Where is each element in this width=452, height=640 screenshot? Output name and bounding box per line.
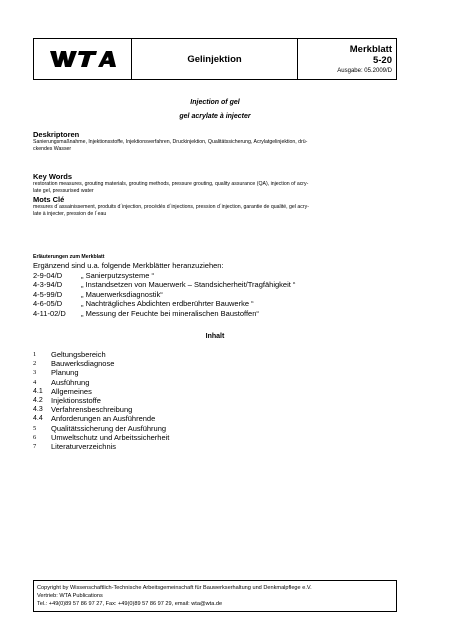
document-title: Gelinjektion — [132, 39, 298, 79]
reference-code: 2-9-04/D — [33, 270, 63, 280]
english-title: Injection of gel — [190, 99, 240, 106]
erlaeuterungen-intro: Ergänzend sind u.a. folgende Merkblätter heranzuziehen: — [33, 261, 224, 270]
erlaeuterungen-heading: Erläuterungen zum Merkblatt — [33, 254, 105, 260]
merkblatt-info — [298, 39, 396, 79]
toc-label: Injektionsstoffe — [51, 396, 101, 406]
reference-row — [33, 280, 397, 290]
toc-item — [33, 433, 397, 442]
toc-item — [33, 405, 397, 414]
distribution-text: Vertrieb: WTA Publications — [37, 593, 103, 599]
keywords-section — [33, 172, 397, 195]
toc-number: 4.3 — [33, 406, 43, 414]
deskriptoren-heading: Deskriptoren — [33, 130, 80, 139]
motscle-text-2: late à injecter, pression de l´eau — [33, 211, 107, 217]
reference-title: „ Sanierputzsysteme “ — [81, 270, 154, 280]
toc-number: 2 — [33, 360, 37, 368]
toc-label: Geltungsbereich — [51, 350, 106, 359]
deskriptoren-text-2: ckendes Wasser — [33, 146, 72, 152]
keywords-text-1: restoration measures, grouting materials, grouting methods, pressure grouting, quality assurance (QA), injection of acry- — [33, 181, 309, 187]
inhalt-heading: Inhalt — [205, 333, 225, 340]
toc-number: 6 — [33, 433, 37, 441]
reference-row — [33, 271, 397, 281]
toc-item — [33, 424, 397, 433]
keywords-text-2: late gel, pressurised water — [33, 188, 94, 194]
toc-label: Bauwerksdiagnose — [51, 359, 115, 369]
erlaeuterungen-section — [33, 254, 397, 318]
toc-item — [33, 378, 397, 387]
toc-number: 4.2 — [33, 397, 43, 405]
deskriptoren-section — [33, 130, 397, 153]
table-of-contents — [33, 350, 397, 451]
toc-label: Qualitätssicherung der Ausführung — [51, 423, 167, 433]
french-title: gel acrylate à injecter — [179, 113, 251, 120]
reference-row — [33, 299, 397, 309]
edition-label: Ausgabe: 05.2009/D — [337, 67, 392, 74]
motscle-text-1: mesures d´assainissement, produits d´injection, procédés d´injections, pression d´injection, garantie de qualité, gel acry- — [33, 204, 309, 210]
contact-text: Tel.: +49(0)89 57 86 97 27, Fax: +49(0)89 57 86 97 29, email: wta@wta.de — [37, 601, 223, 607]
merkblatt-number: 5-20 — [372, 54, 392, 66]
toc-number: 3 — [33, 369, 37, 377]
footer-box — [33, 580, 397, 612]
keywords-heading: Key Words — [33, 172, 73, 181]
motscle-heading: Mots Clé — [33, 195, 65, 204]
toc-item — [33, 414, 397, 423]
reference-title: „ Mauerwerksdiagnostik“ — [81, 289, 163, 299]
toc-number: 4 — [33, 378, 37, 386]
toc-number: 7 — [33, 443, 37, 451]
reference-row — [33, 309, 397, 319]
toc-label: Ausführung — [51, 377, 90, 387]
reference-code: 4-5-99/D — [33, 289, 63, 299]
reference-title: „ Instandsetzen von Mauerwerk – Standsicherheit/Tragfähigkeit “ — [81, 280, 296, 289]
toc-number: 5 — [33, 424, 37, 432]
toc-item — [33, 387, 397, 396]
toc-item — [33, 442, 397, 451]
toc-number: 4.4 — [33, 415, 43, 423]
toc-label: Anforderungen an Ausführende — [51, 414, 156, 424]
reference-code: 4-11-02/D — [33, 308, 66, 318]
toc-item — [33, 368, 397, 377]
toc-label: Planung — [51, 368, 79, 378]
motscle-section — [33, 195, 397, 218]
toc-label: Allgemeines — [51, 386, 92, 396]
wta-logo-icon — [48, 49, 118, 69]
reference-code: 4-3-94/D — [33, 280, 63, 289]
reference-row — [33, 290, 397, 300]
reference-title: „ Nachträgliches Abdichten erdberührter Bauwerke “ — [81, 299, 254, 308]
toc-number: 4.1 — [33, 387, 43, 395]
reference-title: „ Messung der Feuchte bei mineralischen Baustoffen“ — [81, 308, 259, 318]
wta-logo — [34, 39, 132, 79]
toc-number: 1 — [33, 351, 37, 358]
toc-item — [33, 359, 397, 368]
merkblatt-label: Merkblatt — [349, 43, 392, 55]
reference-code: 4-6-05/D — [33, 299, 63, 308]
toc-item — [33, 396, 397, 405]
toc-item — [33, 350, 397, 359]
toc-label: Umweltschutz und Arbeitssicherheit — [51, 432, 170, 442]
header-box — [33, 38, 397, 80]
toc-label: Verfahrensbeschreibung — [51, 405, 133, 415]
copyright-text: Copyright by Wissenschaftlich-Technische Arbeitsgemeinschaft für Bauwerkserhaltung und Denkmalpflege e.V. — [37, 585, 312, 591]
deskriptoren-text-1: Sanierungsmaßnahme, Injektionsstoffe, Injektionsverfahren, Druckinjektion, Qualitätssicherung, Acrylatgelinjektion, drü- — [33, 139, 308, 145]
toc-label: Literaturverzeichnis — [51, 442, 117, 452]
